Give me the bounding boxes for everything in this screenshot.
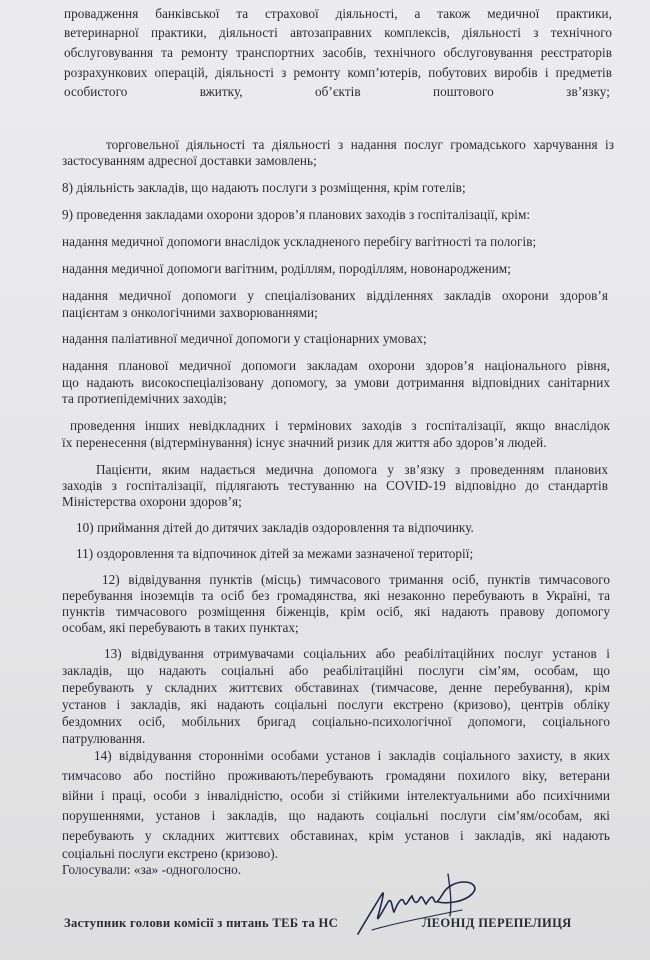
text-line: застосуванням адресної доставки замовлень; — [62, 153, 317, 168]
text-line: надання медичної допомоги вагітним, роділлям, породіллям, новонародженим; — [62, 261, 511, 276]
text-line: пацієнтам з онкологічними захворюваннями; — [62, 305, 318, 320]
text-line: Пацієнти, яким надається медична допомога у зв’язку з проведенням планових — [96, 462, 608, 477]
text-line: 14) відвідування сторонніми особами установ і закладів соціального захисту, в яких — [94, 748, 610, 763]
voting-result: Голосували: «за» -одноголосно. — [62, 862, 242, 877]
text-line: особистого вжитку, об’єктів поштового зв’язку; — [64, 84, 610, 99]
text-line: установ і закладів, які надають соціальні послуги екстрено (кризово), центрів обліку — [62, 697, 610, 712]
text-line: надання планової медичної допомоги закладам охорони здоров’я національного рівня, — [62, 358, 610, 373]
text-line: 9) проведення закладами охорони здоров’я планових заходів з госпіталізації, крім: — [62, 207, 531, 222]
text-line: ветеринарної практики, діяльності автозаправних комплексів, діяльності з технічного — [64, 25, 612, 40]
text-line: 12) відвідування пунктів (місць) тимчасового тримання осіб, пунктів тимчасового — [102, 572, 610, 587]
text-line: пунктів тимчасового розміщення біженців, крім осіб, які надають правову допомогу — [62, 604, 610, 619]
text-line: порушеннями, установ і закладів, що надають соціальні послуги сім’ям/особам, які — [62, 808, 610, 823]
text-line: соціальні послуги екстрено (кризово). — [62, 846, 279, 861]
text-line: закладів, що надають соціальні або реабілітаційні послуги сім’ям, особам, що — [62, 663, 610, 678]
text-line: 8) діяльність закладів, що надають послуги з розміщення, крім готелів; — [62, 180, 466, 195]
text-line: війни і праці, особи з інвалідністю, особи зі стійкими інтелектуальними або психічними — [62, 788, 610, 803]
text-line: їх перенесення (відтермінування) існує значний ризик для життя або здоров’я людей. — [62, 435, 547, 450]
text-line: проведення інших невідкладних і термінових заходів з госпіталізації, якщо внаслідок — [70, 418, 610, 433]
text-line: Міністерства охорони здоров’я; — [62, 494, 242, 509]
text-line: особам, які перебувають в таких пунктах; — [62, 620, 299, 635]
text-line: перебувають у складних життєвих обставинах (тимчасове, денне перебування), крім — [62, 680, 610, 695]
text-line: торговельної діяльності та діяльності з надання послуг громадського харчування із — [106, 137, 614, 152]
text-line: перебувають у складних життєвих обставинах, крім установ і закладів, які надають — [62, 828, 610, 843]
text-line: заходів з госпіталізації, підлягають тестуванню на COVID-19 відповідно до стандартів — [62, 478, 608, 493]
signatory-name: ЛЕОНІД ПЕРЕПЕЛИЦЯ — [422, 916, 572, 930]
text-line: провадження банківської та страхової діяльності, а також медичної практики, — [64, 6, 612, 21]
text-line: та протиепідемічних заходів; — [62, 391, 227, 406]
text-line: що надають високоспеціалізовану допомогу, за умови дотримання відповідних санітарних — [62, 375, 610, 390]
text-line: 13) відвідування отримувачами соціальних або реабілітаційних послуг установ і — [104, 646, 610, 661]
text-line: бездомних осіб, мобільних бригад соціально-психологічної допомоги, соціального — [62, 714, 610, 729]
text-line: надання медичної допомоги у спеціалізованих відділеннях закладів охорони здоров’я — [62, 288, 608, 303]
text-line: 11) оздоровлення та відпочинок дітей за межами зазначеної території; — [76, 546, 474, 561]
handwritten-signature — [352, 872, 492, 942]
text-line: обслуговування та ремонту транспортних засобів, технічного обслуговування реєстраторів — [64, 45, 612, 60]
text-line: тимчасово або постійно проживають/перебувають громадяни похилого віку, ветерани — [62, 768, 610, 783]
text-line: 10) приймання дітей до дитячих закладів оздоровлення та відпочинку. — [76, 520, 474, 535]
signatory-position: Заступник голови комісії з питань ТЕБ та НС — [64, 916, 339, 930]
text-line: патрулювання. — [62, 731, 146, 746]
text-line: перебування іноземців та осіб без громадянства, які незаконно перебувають в Україні, та — [62, 588, 610, 603]
text-line: розрахункових операцій, діяльності з ремонту комп’ютерів, побутових виробів і предметів — [64, 65, 612, 80]
text-line: надання паліативної медичної допомоги у стаціонарних умовах; — [62, 331, 427, 346]
text-line: надання медичної допомоги внаслідок ускладненого перебігу вагітності та пологів; — [62, 234, 537, 249]
